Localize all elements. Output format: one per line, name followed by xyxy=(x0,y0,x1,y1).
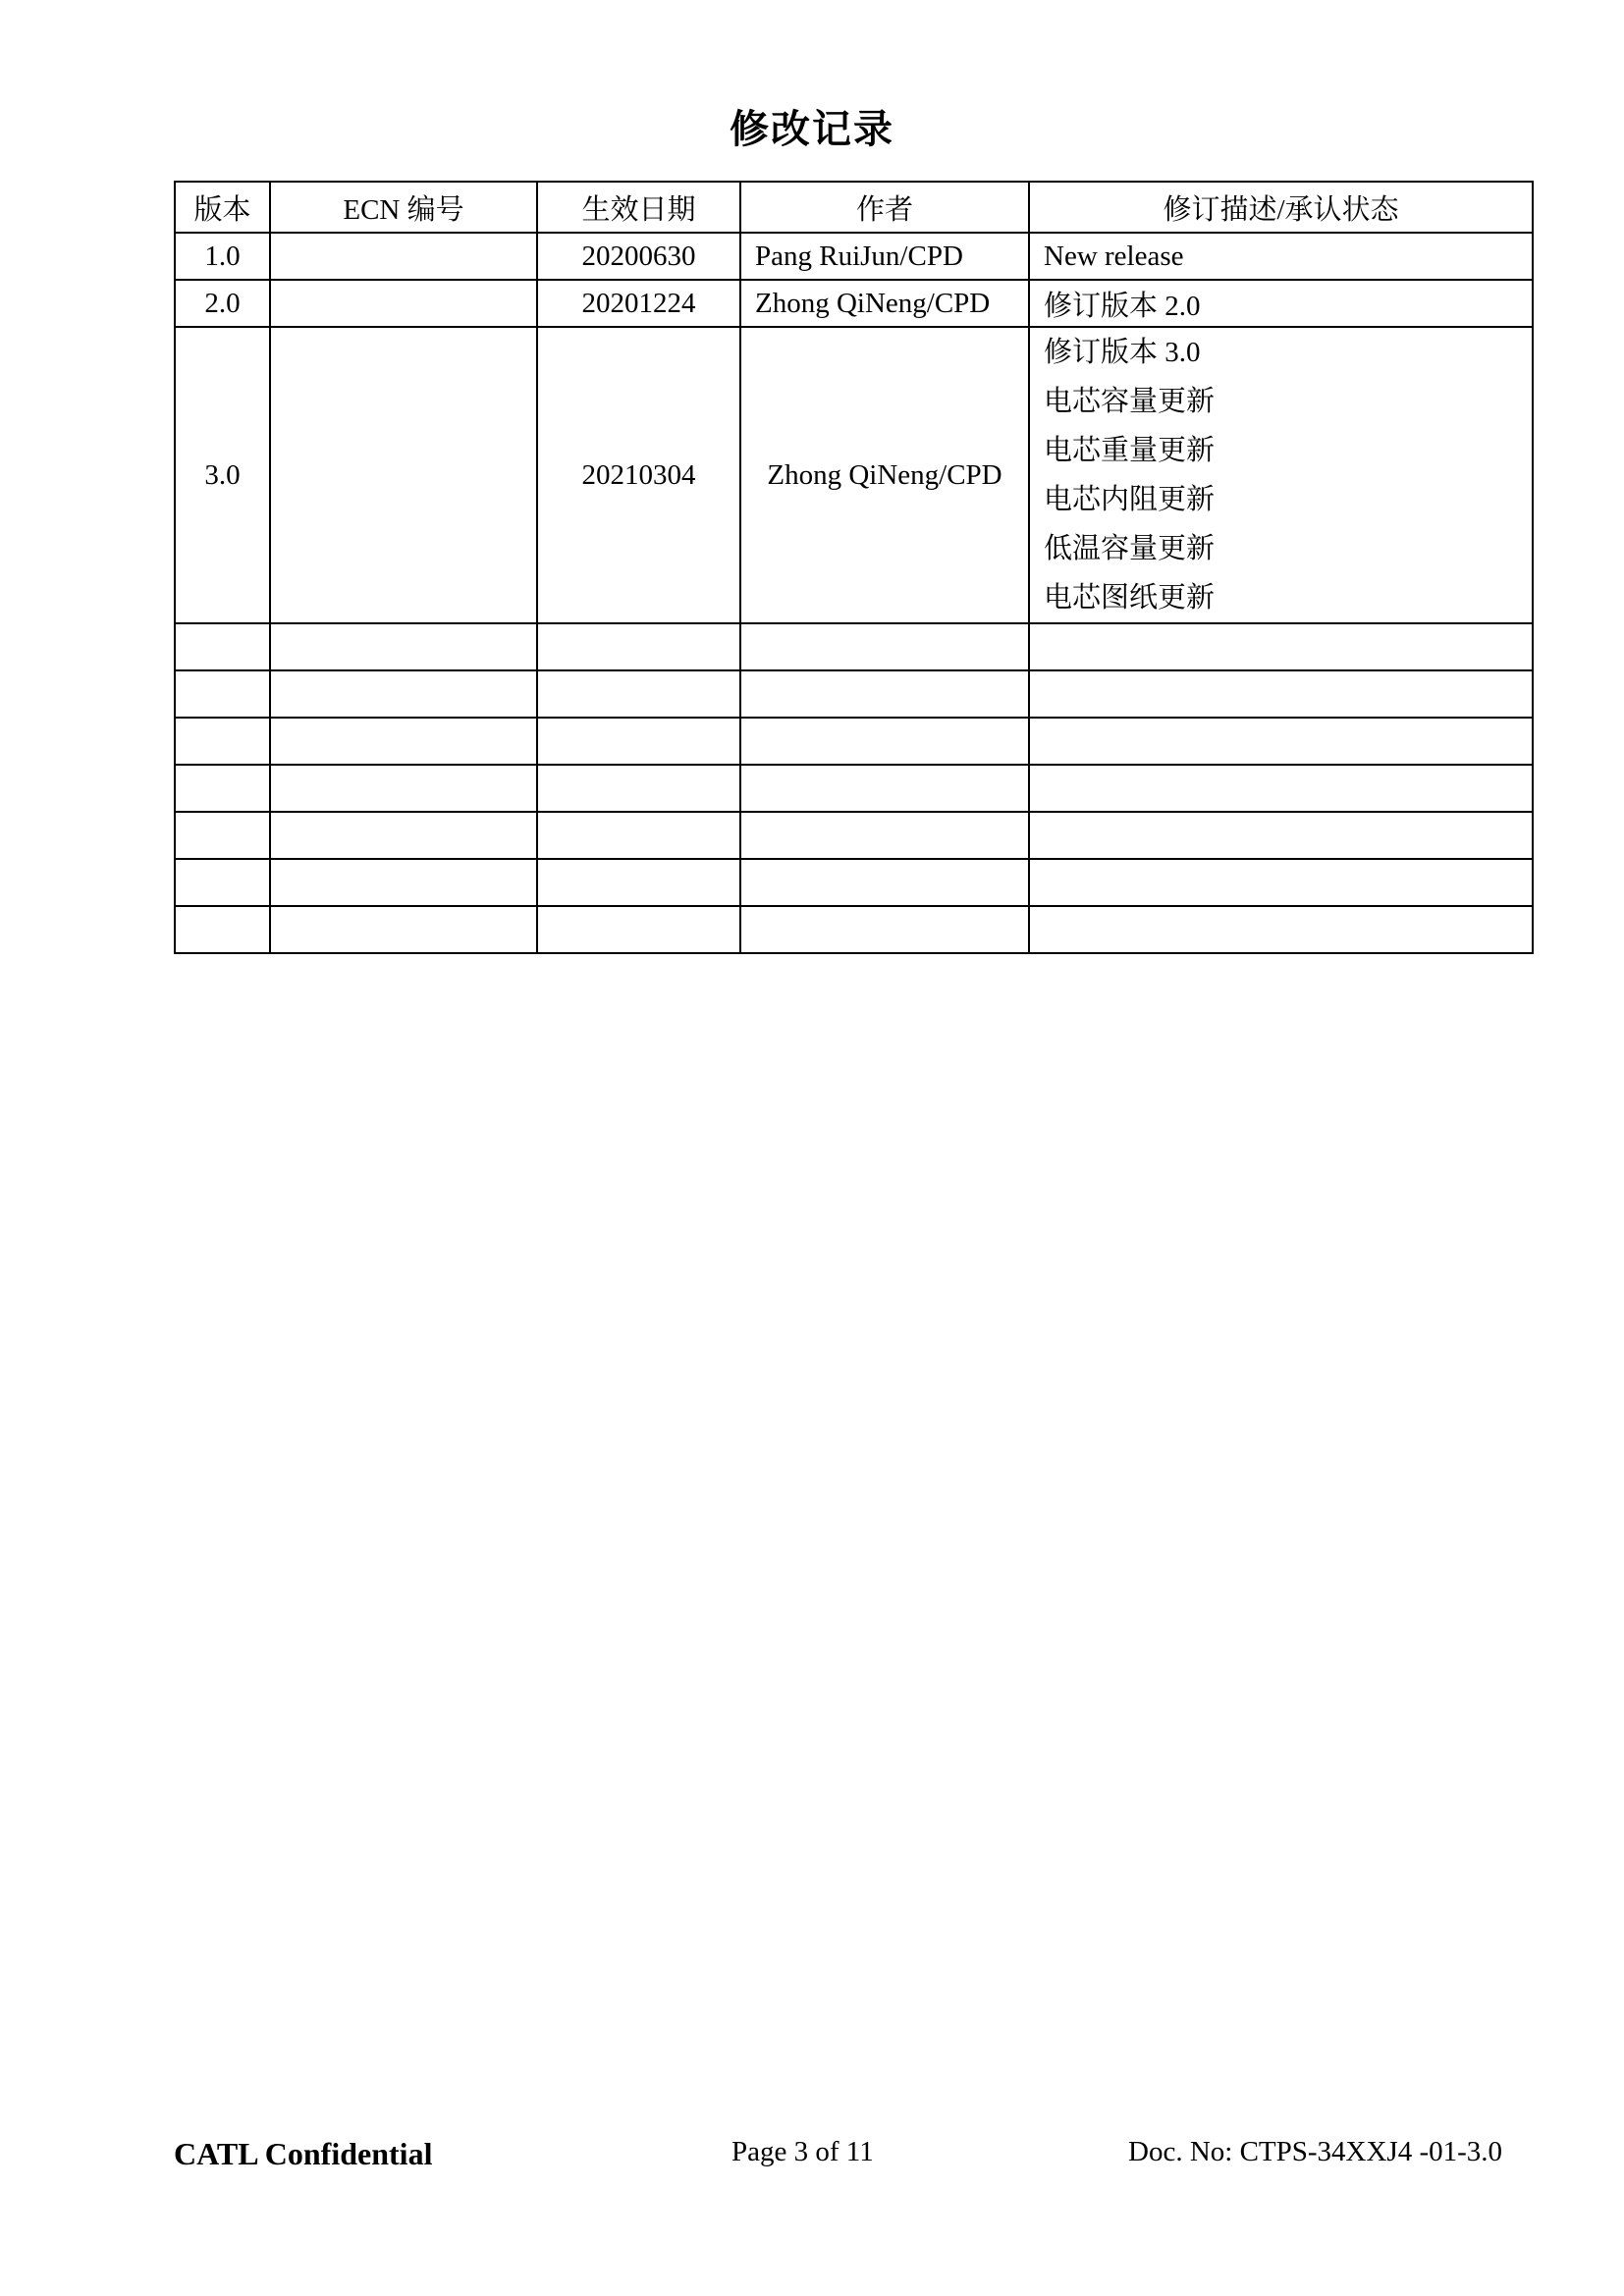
header-version: 版本 xyxy=(175,182,270,233)
cell-version: 2.0 xyxy=(175,280,270,327)
cell-author: Zhong QiNeng/CPD xyxy=(740,327,1029,623)
cell-description xyxy=(1029,327,1533,623)
empty-cell xyxy=(175,812,270,859)
description-line: 电芯内阻更新 xyxy=(1044,484,1216,515)
empty-row xyxy=(175,906,1533,953)
revision-table xyxy=(174,181,1534,954)
cell-version: 1.0 xyxy=(175,233,270,280)
cell-author: Zhong QiNeng/CPD xyxy=(740,280,1029,327)
header-author: 作者 xyxy=(740,182,1029,233)
empty-row xyxy=(175,859,1533,906)
empty-cell xyxy=(1029,906,1533,953)
cell-date: 20201224 xyxy=(537,280,740,327)
empty-cell xyxy=(740,906,1029,953)
empty-cell xyxy=(270,670,537,718)
description-line: 电芯容量更新 xyxy=(1044,386,1216,417)
empty-cell xyxy=(175,906,270,953)
cell-author: Pang RuiJun/CPD xyxy=(740,233,1029,280)
empty-cell xyxy=(1029,765,1533,812)
table-row xyxy=(175,327,1533,623)
empty-cell xyxy=(175,670,270,718)
empty-cell xyxy=(1029,670,1533,718)
cell-description: 修订版本 2.0 xyxy=(1029,280,1533,327)
empty-row xyxy=(175,623,1533,670)
empty-cell xyxy=(270,859,537,906)
description-line: 电芯图纸更新 xyxy=(1044,582,1216,614)
cell-date: 20210304 xyxy=(537,327,740,623)
cell-description: New release xyxy=(1029,233,1533,280)
empty-cell xyxy=(1029,812,1533,859)
empty-cell xyxy=(740,765,1029,812)
footer-confidential: CATL Confidential xyxy=(174,2136,433,2171)
page-title: 修改记录 xyxy=(730,107,894,151)
table-row xyxy=(175,233,1533,280)
empty-row xyxy=(175,812,1533,859)
empty-cell xyxy=(740,812,1029,859)
empty-cell xyxy=(537,623,740,670)
empty-cell xyxy=(175,718,270,765)
empty-cell xyxy=(537,812,740,859)
empty-cell xyxy=(537,718,740,765)
footer-page-number: Page 3 of 11 xyxy=(731,2136,874,2167)
empty-cell xyxy=(270,906,537,953)
empty-cell xyxy=(1029,718,1533,765)
description-line: 电芯重量更新 xyxy=(1044,435,1216,466)
header-description: 修订描述/承认状态 xyxy=(1029,182,1533,233)
empty-cell xyxy=(270,765,537,812)
empty-cell xyxy=(175,859,270,906)
cell-date: 20200630 xyxy=(537,233,740,280)
table-header-row xyxy=(175,182,1533,233)
cell-ecn xyxy=(270,233,537,280)
empty-cell xyxy=(740,859,1029,906)
header-ecn: ECN 编号 xyxy=(270,182,537,233)
footer-doc-number: Doc. No: CTPS-34XXJ4 -01-3.0 xyxy=(1128,2136,1503,2167)
empty-cell xyxy=(740,718,1029,765)
empty-cell xyxy=(175,765,270,812)
empty-cell xyxy=(537,906,740,953)
empty-cell xyxy=(270,812,537,859)
empty-cell xyxy=(1029,859,1533,906)
empty-cell xyxy=(1029,623,1533,670)
cell-version: 3.0 xyxy=(175,327,270,623)
empty-cell xyxy=(537,859,740,906)
empty-row xyxy=(175,670,1533,718)
empty-cell xyxy=(270,623,537,670)
header-date: 生效日期 xyxy=(537,182,740,233)
empty-cell xyxy=(740,670,1029,718)
table-row xyxy=(175,280,1533,327)
empty-row xyxy=(175,718,1533,765)
empty-cell xyxy=(537,765,740,812)
empty-cell xyxy=(537,670,740,718)
cell-ecn xyxy=(270,280,537,327)
empty-cell xyxy=(175,623,270,670)
description-line: 修订版本 3.0 xyxy=(1044,337,1201,368)
empty-row xyxy=(175,765,1533,812)
empty-cell xyxy=(740,623,1029,670)
empty-cell xyxy=(270,718,537,765)
cell-ecn xyxy=(270,327,537,623)
description-line: 低温容量更新 xyxy=(1044,533,1216,564)
